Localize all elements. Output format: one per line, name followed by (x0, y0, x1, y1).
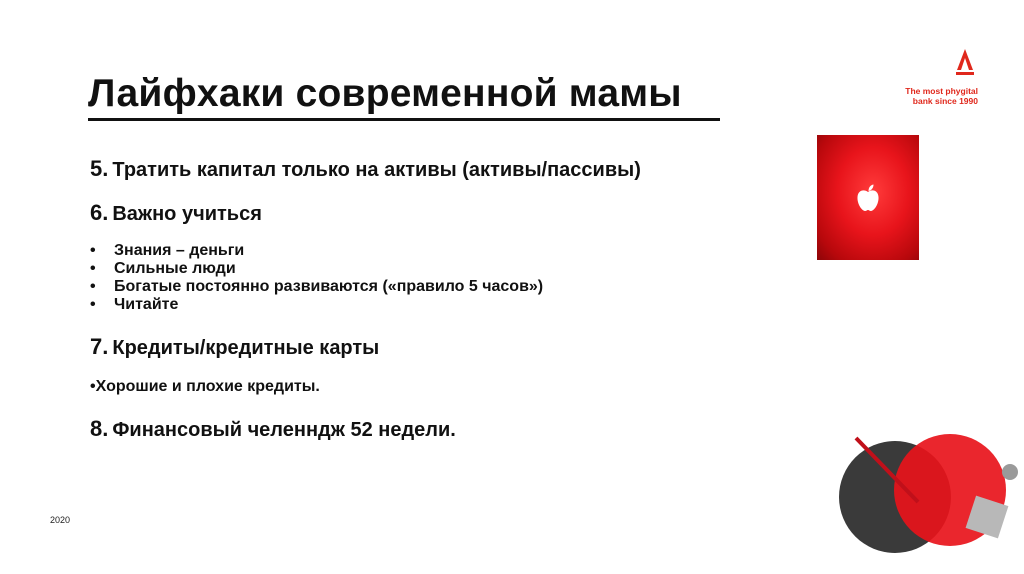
red-apple-photo (817, 135, 919, 260)
bullet-text: Богатые постоянно развиваются («правило 5 часов») (114, 278, 544, 295)
bullet-text: Сильные люди (114, 260, 236, 277)
learning-bullet-list (90, 242, 543, 314)
section-5-text: Тратить капитал только на активы (активы/пассивы) (112, 159, 641, 181)
apple-logo-icon (854, 183, 882, 213)
slide-year: 2020 (50, 515, 71, 525)
bullet-text: Читайте (114, 296, 179, 313)
decorative-circles-graphic (830, 432, 1024, 572)
section-7-number: 7. (90, 334, 109, 359)
section-8 (90, 416, 456, 442)
slide-title: Лайфхаки современной мамы (88, 72, 682, 115)
bullet-item (90, 260, 543, 278)
bullet-text: Знания – деньги (114, 242, 245, 259)
section-6-text: Важно учиться (112, 203, 262, 225)
credit-bullet: •Хорошие и плохие кредиты. (90, 378, 320, 395)
bullet-item (90, 242, 543, 260)
section-7-text: Кредиты/кредитные карты (112, 337, 380, 359)
alfa-a-logo-icon (954, 48, 976, 76)
section-7 (90, 334, 379, 360)
section-5 (90, 156, 641, 182)
section-5-number: 5. (90, 156, 109, 181)
bullet-dot: • (90, 242, 96, 259)
bank-logo (882, 48, 982, 108)
bullet-dot: • (90, 260, 96, 277)
logo-tagline-line1: The most phygital (905, 86, 978, 96)
section-6-number: 6. (90, 200, 109, 225)
section-8-text: Финансовый челенндж 52 недели. (112, 419, 456, 441)
logo-tagline-line2: bank since 1990 (912, 96, 978, 106)
title-underline (88, 118, 720, 121)
logo-tagline (882, 86, 978, 106)
bullet-item (90, 278, 543, 296)
bullet-dot: • (90, 278, 96, 295)
section-6 (90, 200, 262, 226)
bullet-item (90, 296, 543, 314)
metal-sphere (1002, 464, 1018, 480)
bullet-dot: • (90, 296, 96, 313)
section-8-number: 8. (90, 416, 109, 441)
